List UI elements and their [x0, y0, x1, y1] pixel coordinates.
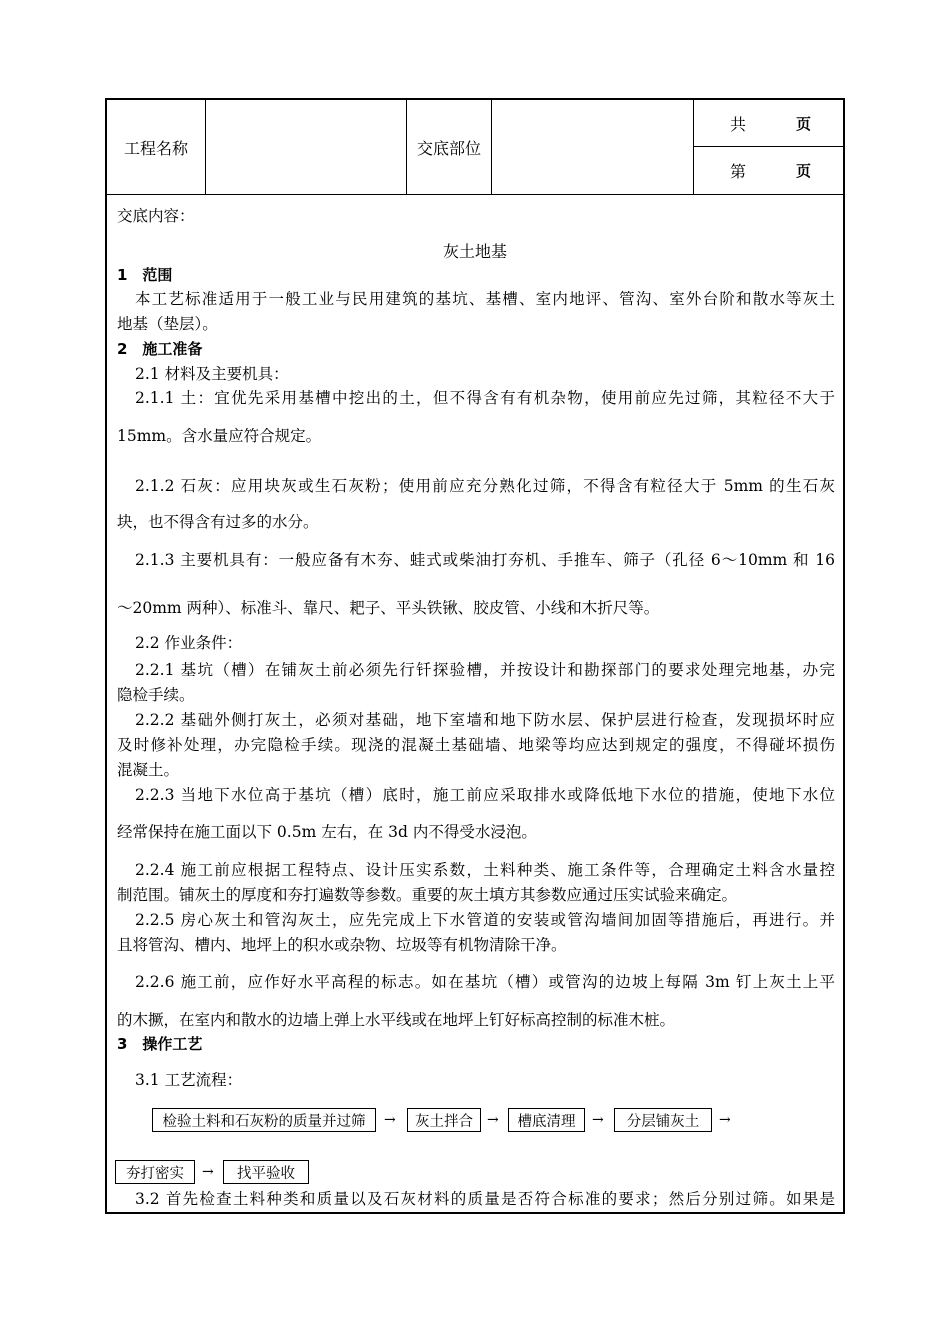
item-2-1-3-cont: ～20mm 两种）、标准斗、靠尺、耙子、平头铁锹、胶皮管、小线和木折尺等。	[117, 599, 660, 617]
section-3-heading: 3 操作工艺	[117, 1035, 203, 1053]
item-2-2-4-cont: 制范围。铺灰土的厚度和夯打遍数等参数。重要的灰土填方其参数应通过压实试验来确定。	[117, 886, 738, 904]
section-1-heading: 1 范围	[117, 266, 173, 284]
section-1-text: 本工艺标准适用于一般工业与民用建筑的基坑、基槽、室内地评、管沟、室外台阶和散水等灰土	[135, 290, 835, 308]
page-number	[694, 147, 843, 193]
disclosure-sheet	[105, 98, 845, 1214]
flow-arrow: →	[592, 1112, 604, 1128]
total-pages-prefix: 共	[730, 114, 747, 134]
content-label: 交底内容：	[117, 207, 195, 225]
item-2-1-3: 2.1.3 主要机具有：一般应备有木夯、蛙式或柴油打夯机、手推车、筛子（孔径 6～10mm 和 16	[135, 551, 835, 569]
header-table	[107, 100, 843, 195]
flow-arrow: →	[487, 1112, 499, 1128]
location-label: 交底部位	[416, 138, 481, 158]
flow-arrow: →	[202, 1164, 214, 1180]
item-2-1-2: 2.1.2 石灰：应用块灰或生石灰粉；使用前应充分熟化过筛，不得含有粒径大于 5mm 的生石灰	[135, 477, 835, 495]
section-2-2: 2.2 作业条件：	[135, 634, 243, 652]
section-3-1: 3.1 工艺流程：	[135, 1071, 243, 1089]
section-3-2: 3.2 首先检查土料种类和质量以及石灰材料的质量是否符合标准的要求；然后分别过筛。如果是	[135, 1190, 835, 1208]
flow-step-clean: 槽底清理	[508, 1108, 585, 1132]
item-2-2-6-cont: 的木撅，在室内和散水的边墙上弹上水平线或在地坪上钉好标高控制的标准木桩。	[117, 1011, 676, 1029]
item-2-2-3: 2.2.3 当地下水位高于基坑（槽）底时，施工前应采取排水或降低地下水位的措施，使地下水位	[135, 786, 835, 804]
page-number-prefix: 第	[730, 161, 747, 181]
item-2-2-6: 2.2.6 施工前，应作好水平高程的标志。如在基坑（槽）或管沟的边坡上每隔 3m 钉上灰土上平	[135, 973, 835, 991]
item-2-2-2: 2.2.2 基础外侧打灰土，必须对基础，地下室墙和地下防水层、保护层进行检查，发现损坏时应	[135, 711, 835, 729]
flow-step-level: 找平验收	[223, 1160, 309, 1184]
item-2-2-2-cont: 及时修补处理，办完隐检手续。现浇的混凝土基础墙、地梁等均应达到规定的强度，不得碰坏损伤	[117, 736, 835, 754]
item-2-2-5-cont: 且将管沟、槽内、地坪上的积水或杂物、垃圾等有机物清除干净。	[117, 936, 567, 954]
flow-arrow: →	[719, 1112, 731, 1128]
item-2-1-1: 2.1.1 土：宜优先采用基槽中挖出的土，但不得含有有机杂物，使用前应先过筛，其粒径不大于	[135, 389, 835, 407]
flow-arrow: →	[384, 1112, 396, 1128]
flow-step-mix: 灰土拌合	[407, 1108, 481, 1132]
document-title: 灰土地基	[442, 242, 507, 261]
item-2-2-5: 2.2.5 房心灰土和管沟灰土，应先完成上下水管道的安装或管沟墙间加固等措施后，再进行。并	[135, 911, 835, 929]
location-value[interactable]	[492, 100, 692, 194]
flow-step-inspect: 检验土料和石灰粉的质量并过筛	[152, 1108, 376, 1132]
item-2-1-2-cont: 块，也不得含有过多的水分。	[117, 513, 319, 531]
section-1-text-cont: 地基（垫层）。	[117, 315, 218, 333]
section-2-heading: 2 施工准备	[117, 340, 203, 358]
flow-step-spread: 分层铺灰土	[614, 1108, 712, 1132]
item-2-2-2-end: 混凝土。	[117, 761, 180, 779]
section-2-1: 2.1 材料及主要机具：	[135, 365, 289, 383]
total-pages	[694, 100, 843, 146]
item-2-2-3-cont: 经常保持在施工面以下 0.5m 左右，在 3d 内不得受水浸泡。	[117, 823, 537, 841]
item-2-2-1: 2.2.1 基坑（槽）在铺灰土前必须先行钎探验槽，并按设计和勘探部门的要求处理完地基，办完	[135, 661, 835, 679]
item-2-2-1-cont: 隐检手续。	[117, 686, 195, 704]
item-2-2-4: 2.2.4 施工前应根据工程特点、设计压实系数，土料种类、施工条件等，合理确定土料含水量控	[135, 861, 835, 879]
project-name-value[interactable]	[206, 100, 406, 194]
project-name-label: 工程名称	[123, 138, 188, 158]
flow-step-compact: 夯打密实	[115, 1160, 195, 1184]
page-number-suffix: 页	[796, 161, 812, 180]
total-pages-suffix: 页	[796, 114, 812, 133]
item-2-1-1-cont: 15mm。含水量应符合规定。	[117, 427, 322, 445]
